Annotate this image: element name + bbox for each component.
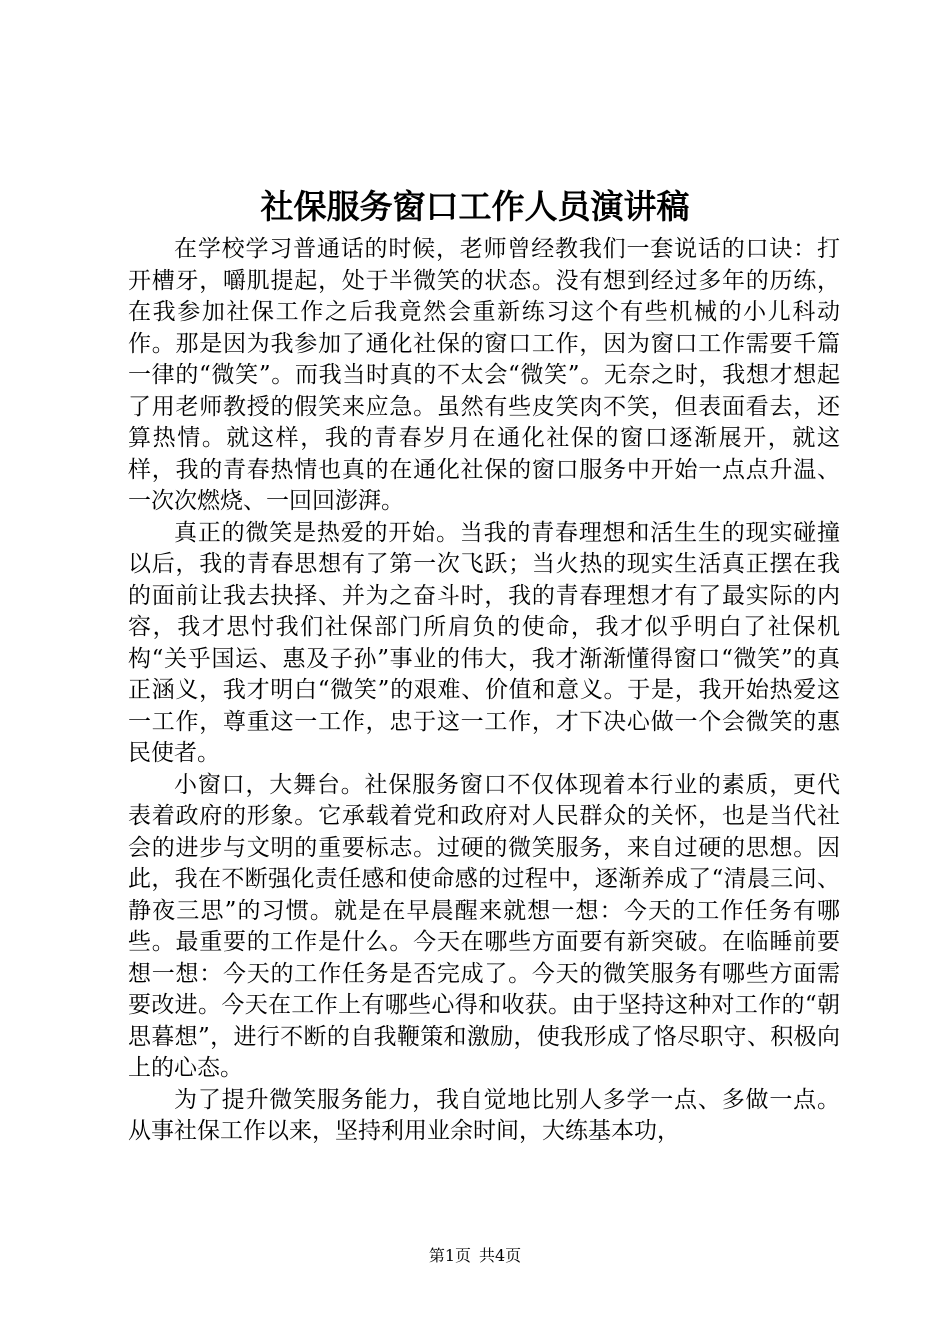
document-title: 社保服务窗口工作人员演讲稿 [260,187,690,226]
paragraph: 真正的微笑是热爱的开始。当我的青春理想和活生生的现实碰撞以后，我的青春思想有了第一次飞跃；当火热的现实生活真正摆在我的面前让我去抉择、并为之奋斗时，我的青春理想才有了最实际的内容，我才思忖我们社保部门所肩负的使命，我才似乎明白了社保机构“关乎国运、惠及子孙”事业的伟大，我才渐渐懂得窗口“微笑”的真正涵义，我才明白“微笑”的艰难、价值和意义。于是，我开始热爱这一工作，尊重这一工作，忠于这一工作，才下决心做一个会微笑的惠民使者。 [128,519,840,766]
paragraph: 小窗口，大舞台。社保服务窗口不仅体现着本行业的素质，更代表着政府的形象。它承载着党和政府对人民群众的关怀，也是当代社会的进步与文明的重要标志。过硬的微笑服务，来自过硬的思想。因此，我在不断强化责任感和使命感的过程中，逐渐养成了“清晨三问、静夜三思”的习惯。就是在早晨醒来就想一想：今天的工作任务有哪些。最重要的工作是什么。今天在哪些方面要有新突破。在临睡前要想一想：今天的工作任务是否完成了。今天的微笑服务有哪些方面需要改进。今天在工作上有哪些心得和收获。由于坚持这种对工作的“朝思暮想”，进行不断的自我鞭策和激励，使我形成了恪尽职守、积极向上的心态。 [128,771,840,1081]
document-body [128,234,840,1148]
page-total: 共4页 [479,1246,522,1265]
page-number: 第1页 [428,1246,471,1265]
paragraph: 在学校学习普通话的时候，老师曾经教我们一套说话的口诀：打开槽牙，嚼肌提起，处于半微笑的状态。没有想到经过多年的历练，在我参加社保工作之后我竟然会重新练习这个有些机械的小儿科动作。那是因为我参加了通化社保的窗口工作，因为窗口工作需要千篇一律的“微笑”。而我当时真的不太会“微笑”。无奈之时，我想才想起了用老师教授的假笑来应急。虽然有些皮笑肉不笑，但表面看去，还算热情。就这样，我的青春岁月在通化社保的窗口逐渐展开，就这样，我的青春热情也真的在通化社保的窗口服务中开始一点点升温、一次次燃烧、一回回澎湃。 [128,236,840,514]
page-footer [0,1245,950,1267]
paragraph: 为了提升微笑服务能力，我自觉地比别人多学一点、多做一点。从事社保工作以来，坚持利用业余时间，大练基本功， [128,1086,840,1144]
